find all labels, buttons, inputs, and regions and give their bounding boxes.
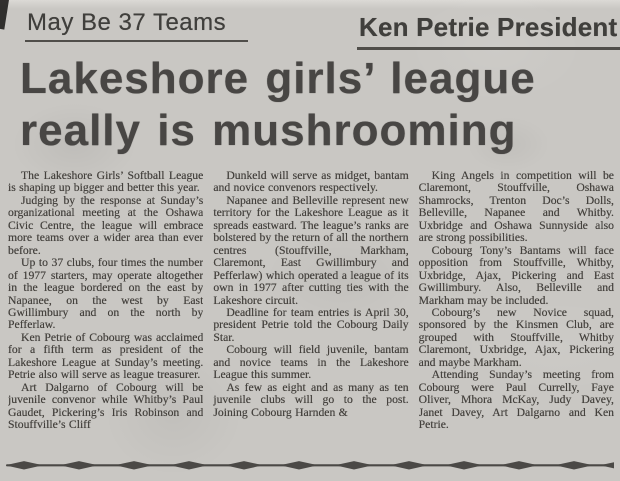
kicker-right-underline [357,47,620,50]
headline-line-2: really is mushrooming [20,105,517,155]
article-paragraph: Napanee and Belleville represent new territory for the Lakeshore League as it spreads eastward. The league’s ranks are bolstered by the return of all the northern centres (Stouffville, Markham, Claremont, East Gwillimbury and Pefferlaw) which operated a league of its own in 1977 after cutting ties with the Lakeshore circuit. [213,193,409,307]
article-column-1 [8,170,203,462]
kicker-left-underline [25,40,248,42]
article-paragraph: Judging by the response at Sunday’s organizational meeting at the Oshawa Civic Centre, the league will embrace more teams over a wider area than ever before. [8,193,204,257]
kicker-left [27,9,226,37]
scan-edge-artifact [0,0,10,30]
article-paragraph: Cobourg Tony’s Bantams will face opposition from Stouffville, Whitby, Uxbridge, Ajax, Pickering and East Gwillimbury. Also, Belleville and Markham may be included. [418,243,614,307]
article-paragraph: Dunkeld will serve as midget, bantam and novice convenors respectively. [213,170,409,195]
article-paragraph: King Angels in competition will be Claremont, Stouffville, Oshawa Shamrocks, Trenton Doc’s Dolls, Belleville, Napanee and Whitby. Uxbridge and Oshawa Sunnyside also are strong possibilities. [418,170,614,245]
article-paragraph: Attending Sunday’s meeting from Cobourg were Paul Currelly, Faye Oliver, Mhora McKay, Judy Davey, Janet Davey, Art Dalgarno and Ken Petrie. [418,368,614,432]
article-paragraph: Deadline for team entries is April 30, president Petrie told the Cobourg Daily Star. [213,305,409,344]
diamond-rule-divider [6,459,614,472]
kicker-left-text: May Be 37 Teams [27,9,227,36]
headline [20,53,610,156]
article-paragraph: Ken Petrie of Cobourg was acclaimed for a fifth term as president of the Lakeshore League at Sunday’s meeting. Petrie also will serve as league treasurer. [8,330,204,382]
kicker-right-text: Ken Petrie President [359,12,618,42]
article-body [8,170,614,462]
article-column-3 [419,170,614,462]
divider-diamonds [6,461,614,469]
kicker-right [359,12,617,43]
article-column-2 [213,170,408,462]
article-paragraph: Up to 37 clubs, four times the number of 1977 starters, may operate altogether in the league bordered on the east by Napanee, on the west by East Gwillimbury and on the north by Pefferlaw. [8,256,204,332]
headline-line-1: Lakeshore girls’ league [20,54,536,103]
article-paragraph: Cobourg will field juvenile, bantam and novice teams in the Lakeshore League this summer. [213,343,409,382]
article-paragraph: Cobourg’s new Novice squad, sponsored by the Kinsmen Club, are grouped with Stouffville, Whitby Claremont, Uxbridge, Ajax, Pickering and maybe Markham. [418,305,614,369]
article-paragraph: As few as eight and as many as ten juvenile clubs will go to the post. Joining Cobourg Harnden & [213,380,409,419]
article-paragraph: Art Dalgarno of Cobourg will be juvenile convenor while Whitby’s Paul Gaudet, Pickering’s Iris Robinson and Stouffville’s Cliff [8,380,204,432]
article-paragraph: The Lakeshore Girls’ Softball League is shaping up bigger and better this year. [8,170,204,195]
